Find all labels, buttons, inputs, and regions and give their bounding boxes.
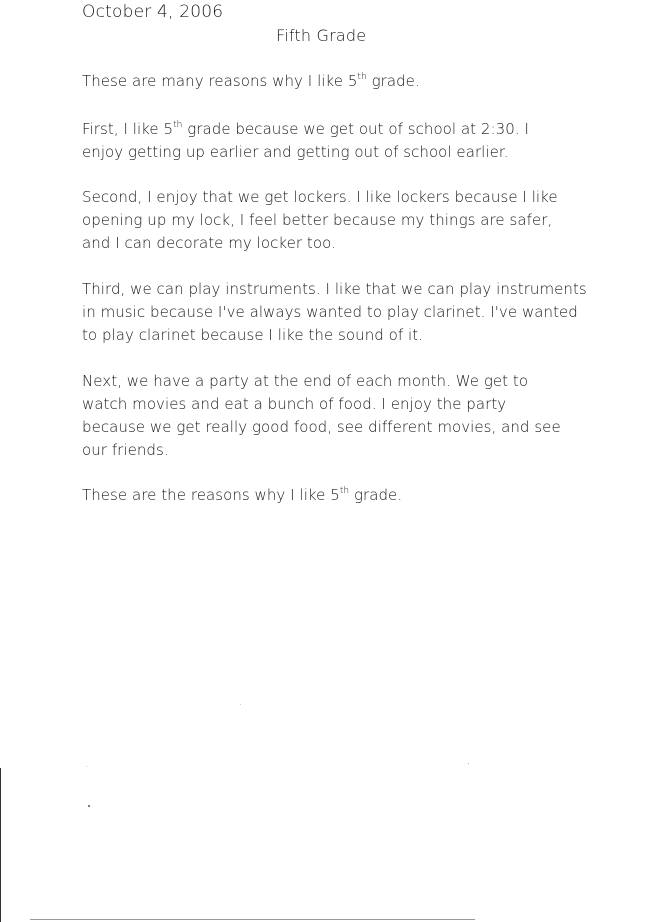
paragraph-intro [82,70,582,93]
paragraph-conclusion [82,484,582,507]
text-line: because we get really good food, see different movies, and see [82,418,561,436]
text-line: Third, we can play instruments. I like that we can play instruments [82,280,587,298]
document-date: October 4, 2006 [82,2,224,22]
text-line: enjoy getting up earlier and getting out of school earlier. [82,143,509,161]
text-line: These are many reasons why I like 5th grade. [82,72,420,90]
text-line: Second, I enjoy that we get lockers. I like lockers because I like [82,188,558,206]
text-line: and I can decorate my locker too. [82,234,336,252]
paragraph-third-reason [82,278,587,347]
text-line: in music because I've always wanted to play clarinet. I've wanted [82,303,578,321]
text-line: opening up my lock, I feel better because my things are safer, [82,211,553,229]
scan-speck [240,704,241,705]
paragraph-next-reason [82,370,582,462]
text-line: to play clarinet because I like the sound of it. [82,326,423,344]
text-line: watch movies and eat a bunch of food. I enjoy the party [82,395,507,413]
text-line: Next, we have a party at the end of each month. We get to [82,372,529,390]
document-title: Fifth Grade [276,26,367,45]
scan-speck [86,766,87,767]
ordinal-suffix: th [173,120,183,130]
scan-speck [88,805,90,807]
scan-edge-line [0,768,1,922]
text-line: These are the reasons why I like 5th grade. [82,486,403,504]
ordinal-suffix: th [357,72,367,82]
text-line: our friends. [82,441,169,459]
scan-speck [468,763,469,764]
text-line: First, I like 5th grade because we get out of school at 2:30. I [82,120,529,138]
scan-bottom-line [30,919,475,920]
ordinal-suffix: th [339,486,350,496]
paragraph-second-reason [82,186,582,255]
paragraph-first-reason [82,118,582,164]
